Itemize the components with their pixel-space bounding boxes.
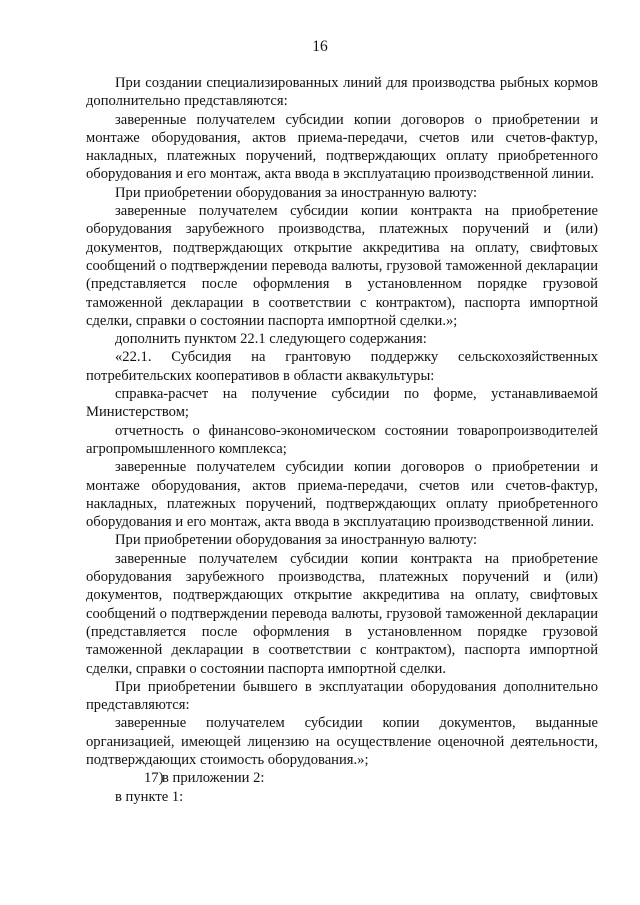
paragraph: При создании специализированных линий для производства рыбных кормов дополнительно представляются: xyxy=(86,75,598,110)
paragraph: заверенные получателем субсидии копии документов, выданные организацией, имеющей лицензию на осуществление оценочной деятельности, подтверждающих стоимость оборудования.»; xyxy=(86,715,598,768)
document-body xyxy=(86,74,598,806)
paragraph: заверенные получателем субсидии копии контракта на приобретение оборудования зарубежного производства, платежных поручений и (или) документов, подтверждающих открытие аккредитива на оплату, свифтовых сообщений о подтверждении перевода валюты, грузовой таможенной декларации (представляется после оформления в установленном порядке грузовой таможенной декларации в соответствии с контрактом), паспорта импортной сделки, справки о состоянии паспорта импортной сделки. xyxy=(86,550,598,677)
list-item-text: в приложении 2: xyxy=(162,770,265,787)
list-item-17 xyxy=(86,769,598,787)
paragraph: При приобретении бывшего в эксплуатации оборудования дополнительно представляются: xyxy=(86,678,598,714)
paragraph: При приобретении оборудования за иностранную валюту: xyxy=(115,184,478,201)
paragraph: в пункте 1: xyxy=(115,788,184,805)
paragraph: отчетность о финансово-экономическом состоянии товаропроизводителей агропромышленного комплекса; xyxy=(86,422,598,457)
paragraph: заверенные получателем субсидии копии договоров о приобретении и монтаже оборудования, актов приема-передачи, счетов или счетов-фактур, накладных, платежных поручений, подтверждающих оплату приобретенного оборудования и его монтаж, акта ввода в эксплуатацию производственной линии. xyxy=(86,111,598,183)
paragraph: При приобретении оборудования за иностранную валюту: xyxy=(115,532,478,549)
paragraph: дополнить пунктом 22.1 следующего содержания: xyxy=(115,331,427,348)
paragraph: заверенные получателем субсидии копии контракта на приобретение оборудования зарубежного производства, платежных поручений и (или) документов, подтверждающих открытие аккредитива на оплату, свифтовых сообщений о подтверждении перевода валюты, грузовой таможенной декларации (представляется после оформления в установленном порядке грузовой таможенной декларации в соответствии с контрактом), паспорта импортной сделки, справки о состоянии паспорта импортной сделки.»; xyxy=(86,203,598,329)
list-item-number: 17) xyxy=(144,770,164,787)
paragraph: справка-расчет на получение субсидии по форме, устанавливаемой Министерством; xyxy=(86,386,598,421)
page-number: 16 xyxy=(312,38,328,55)
paragraph: заверенные получателем субсидии копии договоров о приобретении и монтаже оборудования, актов приема-передачи, счетов или счетов-фактур, накладных, платежных поручений, подтверждающих оплату приобретенного оборудования и его монтаж, акта ввода в эксплуатацию производственной линии. xyxy=(86,459,598,531)
paragraph: «22.1. Субсидия на грантовую поддержку сельскохозяйственных потребительских кооперативов в области аквакультуры: xyxy=(86,349,598,384)
